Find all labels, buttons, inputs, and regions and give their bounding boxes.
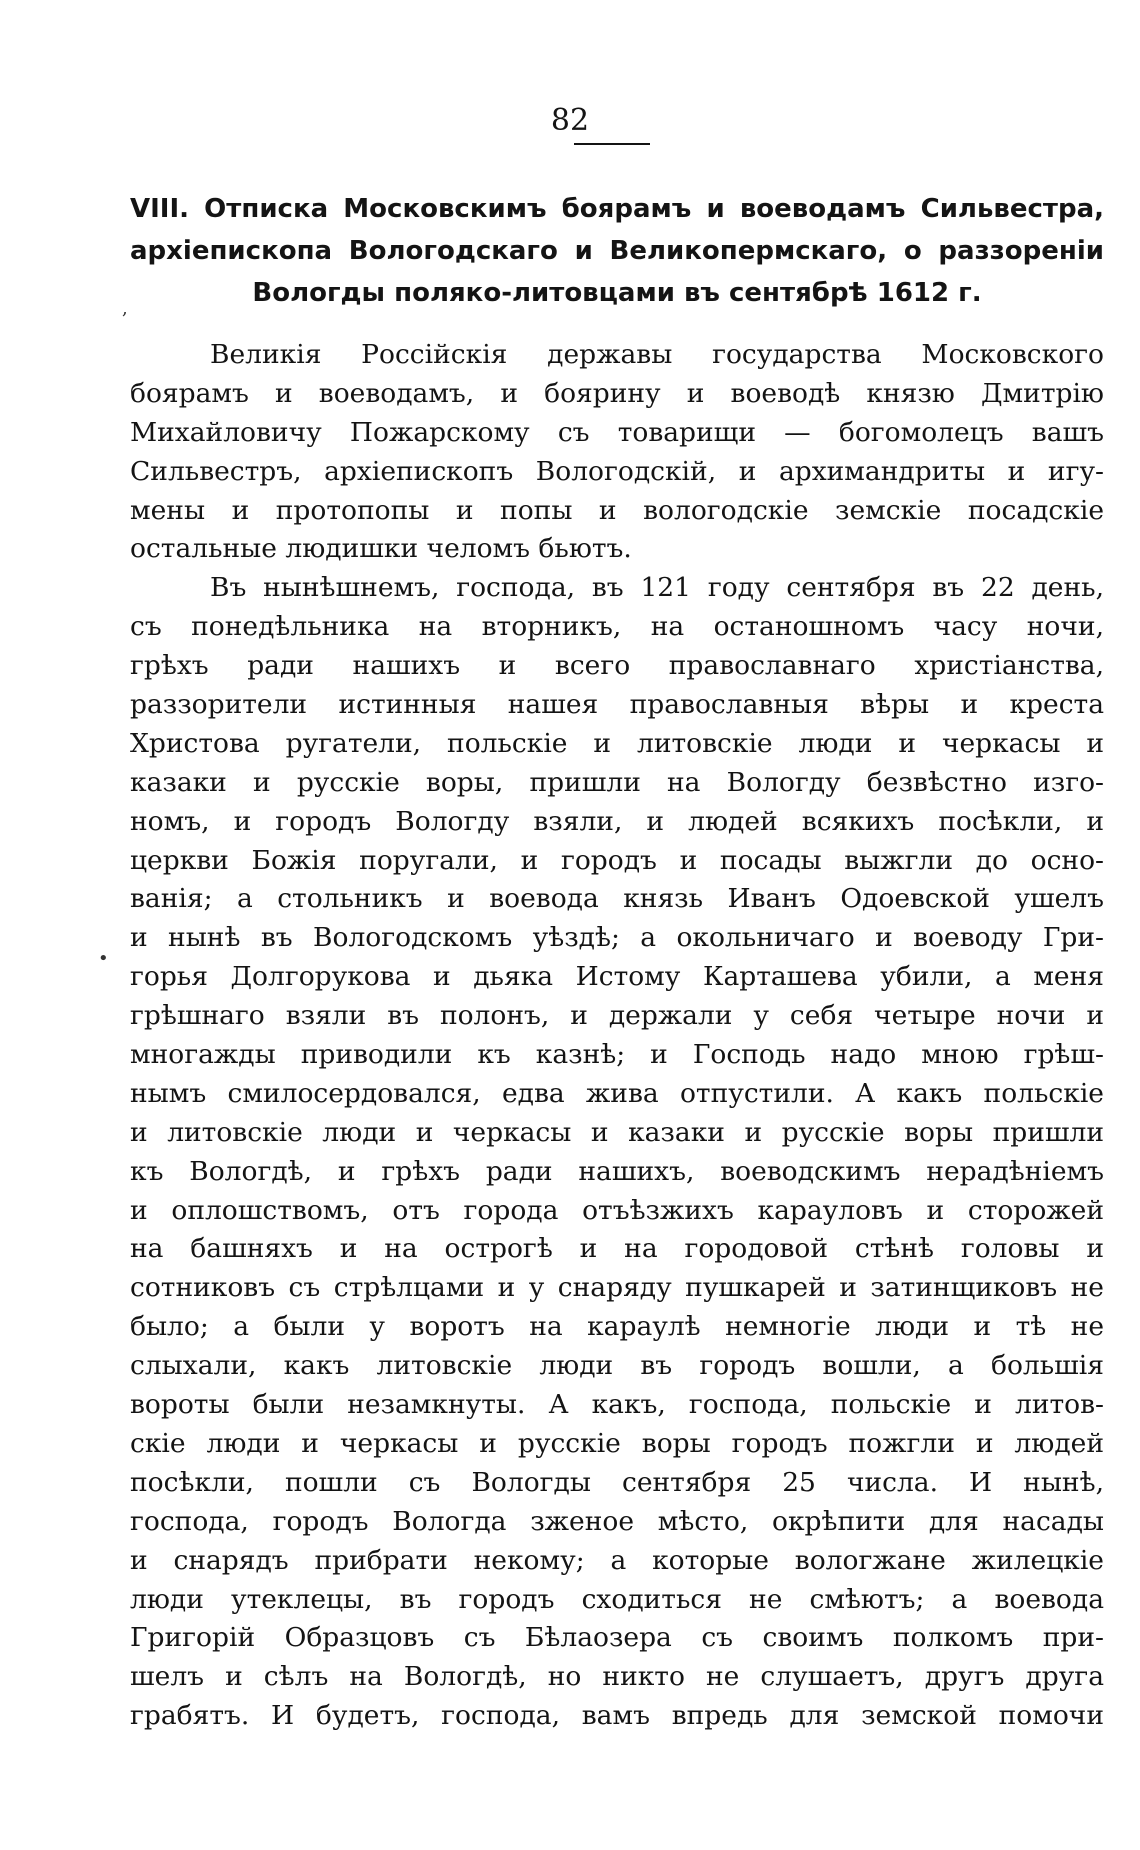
text-line: на башняхъ и на острогѣ и на городовой стѣнѣ головы и [130, 1233, 1104, 1265]
text-line: и снарядъ прибрати некому; а которые вологжане жилецкіе [130, 1544, 1104, 1576]
text-line: было; а были у воротъ на караулѣ немногіе люди и тѣ не [130, 1311, 1104, 1343]
text-line: грѣшнаго взяли въ полонъ, и держали у себя четыре ночи и [130, 1000, 1104, 1032]
text-line: церкви Божія поругали, и городъ и посады выжгли до осно- [130, 844, 1104, 876]
text-line: ванія; а стольникъ и воевода князь Иванъ Одоевской ушелъ [130, 883, 1104, 915]
text-line: господа, городъ Вологда зженое мѣсто, окрѣпити для насады [130, 1505, 1104, 1537]
text-line: люди утеклецы, въ городъ сходиться не смѣютъ; а воевода [130, 1583, 1104, 1615]
text-line: Сильвестръ, архіепископъ Вологодскій, и архимандриты и игу- [130, 455, 1104, 487]
text-line: казаки и русскіе воры, пришли на Вологду безвѣстно изго- [130, 766, 1104, 798]
margin-speck: • [98, 948, 109, 969]
page-number-rule [574, 143, 650, 145]
text-line: грѣхъ ради нашихъ и всего православнаго христіанства, [130, 650, 1104, 682]
document-body [130, 336, 1104, 1736]
text-line: нымъ смилосердовался, едва жива отпустили. А какъ польскіе [130, 1077, 1104, 1109]
text-line: сотниковъ съ стрѣлцами и у снаряду пушкарей и затинщиковъ не [130, 1272, 1104, 1304]
text-line: и оплошствомъ, отъ города отъѣзжихъ карауловъ и сторожей [130, 1194, 1104, 1226]
text-line: Христова ругатели, польскіе и литовскіе люди и черкасы и [130, 727, 1104, 759]
text-line: мены и протопопы и попы и вологодскіе земскіе посадскіе [130, 494, 1104, 526]
text-line: къ Вологдѣ, и грѣхъ ради нашихъ, воеводскимъ нерадѣніемъ [130, 1155, 1104, 1187]
text-line: номъ, и городъ Вологду взяли, и людей всякихъ посѣкли, и [130, 805, 1104, 837]
text-line: и литовскіе люди и черкасы и казаки и русскіе воры пришли [130, 1116, 1104, 1148]
text-line: боярамъ и воеводамъ, и боярину и воеводѣ князю Дмитрію [130, 377, 1104, 409]
heading-line: VIII. Отписка Московскимъ боярамъ и воеводамъ Сильвестра, [130, 194, 1104, 224]
heading-line: Вологды поляко-литовцами въ сентябрѣ 1612 г. [252, 278, 982, 308]
text-line: горья Долгорукова и дьяка Истому Карташева убили, а меня [130, 961, 1104, 993]
text-line: скіе люди и черкасы и русскіе воры городъ пожгли и людей [130, 1427, 1104, 1459]
text-line: раззорители истинныя нашея православныя вѣры и креста [130, 689, 1104, 721]
text-line: Великія Россійскія державы государства Московского [210, 339, 1104, 370]
page-number: 82 [550, 103, 590, 138]
text-line: грабятъ. И будетъ, господа, вамъ впредь для земской помочи [130, 1700, 1104, 1732]
text-line: Михайловичу Пожарскому съ товарищи — богомолецъ вашъ [130, 416, 1104, 448]
text-line: Григорій Образцовъ съ Бѣлаозера съ своимъ полкомъ при- [130, 1622, 1104, 1654]
margin-speck: , [122, 298, 128, 319]
text-line: и нынѣ въ Вологодскомъ уѣздѣ; а окольничаго и воеводу Гри- [130, 922, 1104, 954]
text-line: Въ нынѣшнемъ, господа, въ 121 году сентября въ 22 день, [210, 572, 1104, 604]
text-line: остальные людишки челомъ бьютъ. [130, 533, 632, 565]
text-line: посѣкли, пошли съ Вологды сентября 25 числа. И нынѣ, [130, 1466, 1104, 1498]
document-heading [130, 188, 1104, 314]
text-line: многажды приводили къ казнѣ; и Господь надо мною грѣш- [130, 1039, 1104, 1071]
text-line: слыхали, какъ литовскіе люди въ городъ вошли, а большія [130, 1350, 1104, 1382]
text-line: шелъ и сѣлъ на Вологдѣ, но никто не слушаетъ, другъ друга [130, 1661, 1104, 1693]
text-line: вороты были незамкнуты. А какъ, господа, польскіе и литов- [130, 1389, 1104, 1421]
text-line: съ понедѣльника на вторникъ, на останошномъ часу ночи, [130, 611, 1104, 643]
heading-line: архіепископа Вологодскаго и Великопермскаго, о раззореніи [130, 236, 1104, 266]
